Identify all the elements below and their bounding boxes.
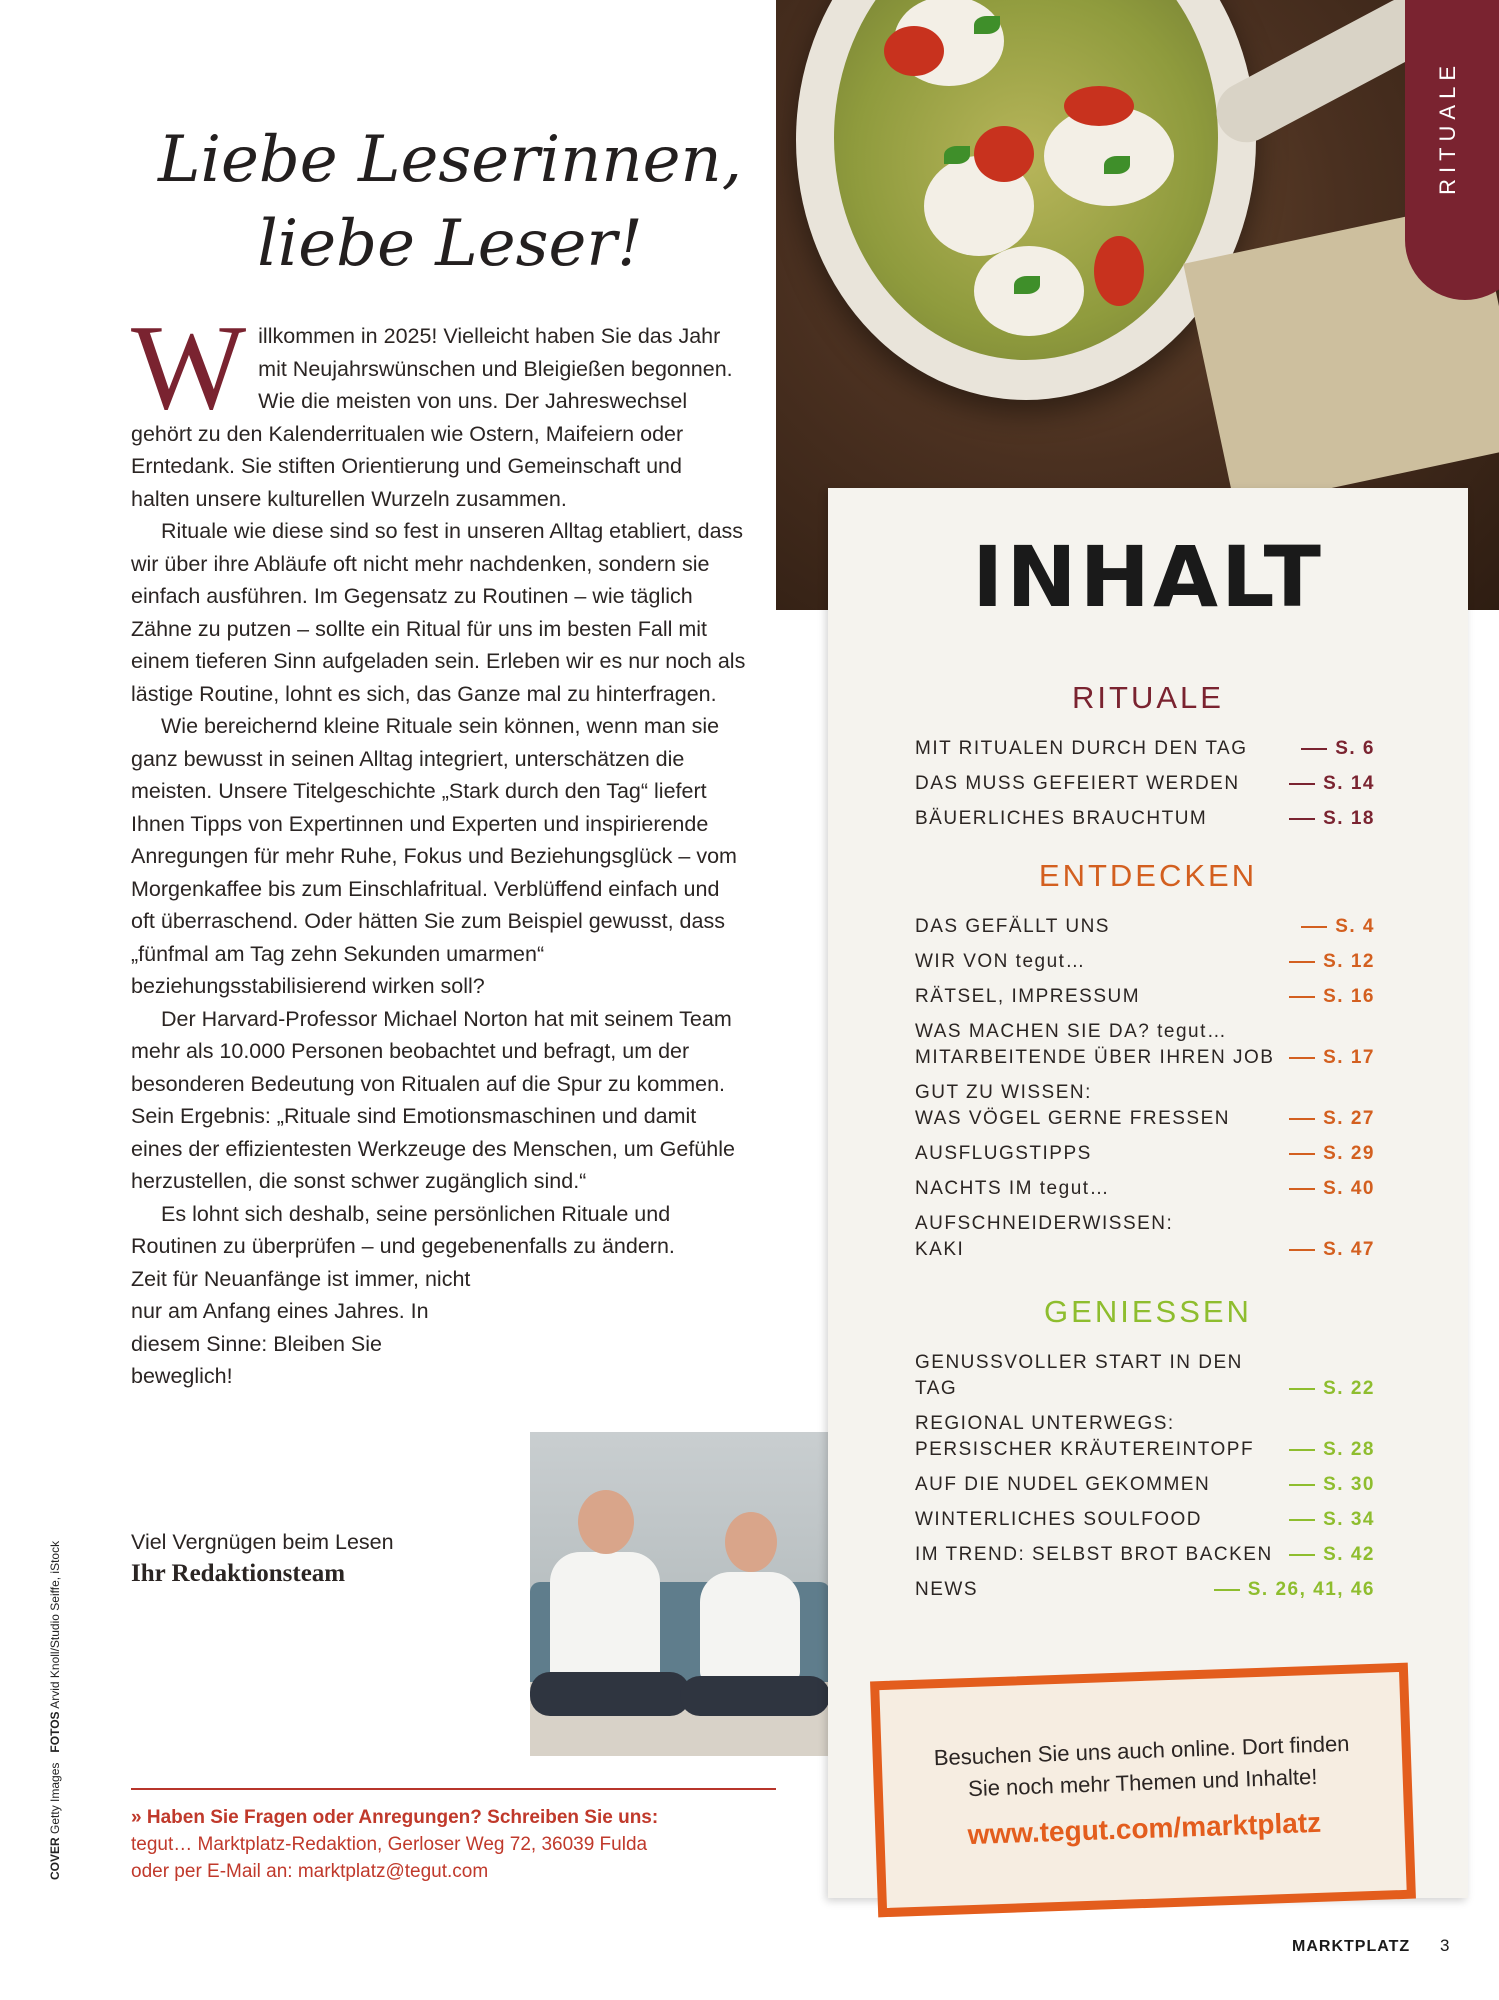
toc-entry[interactable]: AUFSCHNEIDERWISSEN: KAKI S. 47 [915, 1213, 1375, 1260]
paragraph-5a: Es lohnt sich deshalb, seine persönlichen Rituale und Routinen zu überprüfen – und gegebenenfalls zu ändern. [131, 1201, 675, 1258]
toc-entry[interactable]: NEWS S. 26, 41, 46 [915, 1579, 1375, 1600]
title-line-1: Liebe Leserinnen, [157, 123, 743, 197]
yoga-couple-photo [530, 1432, 830, 1756]
toc-entry[interactable]: IM TREND: SELBST BROT BACKEN S. 42 [915, 1544, 1375, 1565]
toc-list-rituale [915, 736, 1375, 832]
toc-entry[interactable]: DAS GEFÄLLT UNS S. 4 [915, 916, 1375, 937]
toc-entry[interactable]: WIR VON tegut… S. 12 [915, 951, 1375, 972]
paragraph-4: Der Harvard-Professor Michael Norton hat mit seinem Team mehr als 10.000 Personen beobachtet und befragt, um der besonderen Bedeutung von Ritualen auf die Spur zu kommen. Sein Ergebnis: „Rituale sind Emotionsmaschinen und damit eines der effizientesten Werkzeuge des Menschen, um Gefühle herzustellen, die sonst schwer zugänglich sind.“ [131, 1006, 735, 1193]
magazine-name: MARKTPLATZ [1292, 1938, 1411, 1955]
toc-entry[interactable]: MIT RITUALEN DURCH DEN TAG S. 6 [915, 738, 1375, 759]
editorial-letter [131, 300, 746, 1393]
toc-section-entdecken: ENTDECKEN [1038, 858, 1258, 893]
rituale-tab-label: RITUALE [1435, 60, 1460, 195]
photo-credits: COVER Getty Images FOTOS Arvid Knoll/Studio Seiffe, iStock [48, 1540, 62, 1880]
toc-list-entdecken [915, 914, 1375, 1263]
contact-info [131, 1788, 776, 1885]
page-title [130, 118, 770, 286]
toc-entry[interactable]: RÄTSEL, IMPRESSUM S. 16 [915, 986, 1375, 1007]
contact-email[interactable]: oder per E-Mail an: marktplatz@tegut.com [131, 1861, 489, 1882]
contact-address: tegut… Marktplatz-Redaktion, Gerloser Weg 72, 36039 Fulda [131, 1834, 648, 1855]
paragraph-5b: Zeit für Neuanfänge ist immer, nicht nur am Anfang eines Jahres. In diesem Sinne: Bleiben Sie beweglich! [131, 1266, 471, 1388]
toc-entry[interactable]: AUSFLUGSTIPPS S. 29 [915, 1143, 1375, 1164]
toc-entry[interactable]: BÄUERLICHES BRAUCHTUM S. 18 [915, 808, 1375, 829]
toc-entry[interactable]: NACHTS IM tegut… S. 40 [915, 1178, 1375, 1199]
contact-question: » Haben Sie Fragen oder Anregungen? Schreiben Sie uns: [131, 1807, 659, 1828]
toc-title: INHALT [972, 528, 1324, 626]
closing-line: Viel Vergnügen beim Lesen [131, 1530, 394, 1554]
paragraph-2: Rituale wie diese sind so fest in unseren Alltag etabliert, dass wir über ihre Abläufe oft nicht mehr nachdenken, sondern sie einfach ausführen. Im Gegensatz zu Routinen – wie täglich Zähne zu putzen – sollte ein Ritual für uns im besten Fall mit einem tieferen Sinn aufgeladen sein. Erleben wir es nur noch als lästige Routine, lohnt es sich, das Ganze mal zu hinterfragen. [131, 519, 746, 706]
page-number: 3 [1440, 1936, 1450, 1955]
signature: Ihr Redaktionsteam [131, 1560, 346, 1587]
rituale-section-tab [1405, 0, 1499, 300]
signature-block [131, 1526, 394, 1590]
toc-entry[interactable]: GENUSSVOLLER START IN DEN TAG S. 22 [915, 1352, 1375, 1399]
paragraph-1-text: illkommen in 2025! Vielleicht haben Sie das Jahr mit Neujahrswünschen und Bleigießen begonnen. Wie die meisten von uns. Der Jahreswechsel gehört zu den Kalenderritualen wie Ostern, Maifeiern oder Erntedank. Sie stiften Orientierung und Gemeinschaft und halten unsere kulturellen Wurzeln zusammen. [131, 324, 733, 511]
pan [796, 0, 1256, 400]
online-promo-box [870, 1663, 1416, 1918]
toc-entry[interactable]: REGIONAL UNTERWEGS: PERSISCHER KRÄUTEREINTOPF S. 28 [915, 1413, 1375, 1460]
paragraph-3: Wie bereichernd kleine Rituale sein können, wenn man sie ganz bewusst in seinen Alltag integriert, unterschätzen die meisten. Unsere Titelgeschichte „Stark durch den Tag“ liefert Ihnen Tipps von Expertinnen und Experten und inspirierende Anregungen für mehr Ruhe, Fokus und Beziehungsglück – vom Morgenkaffee bis zum Einschlafritual. Verblüffend einfach und oft überraschend. Oder hätten Sie zum Beispiel gewusst, dass „fünfmal am Tag zehn Sekunden umarmen“ beziehungsstabilisierend wirken soll? [131, 714, 737, 998]
drop-cap: W [131, 300, 247, 435]
toc-entry[interactable]: WINTERLICHES SOULFOOD S. 34 [915, 1509, 1375, 1530]
toc-entry[interactable]: AUF DIE NUDEL GEKOMMEN S. 30 [915, 1474, 1375, 1495]
toc-list-geniessen [915, 1350, 1375, 1603]
promo-text: Besuchen Sie uns auch online. Dort finden Sie noch mehr Themen und Inhalte! [933, 1730, 1350, 1802]
toc-entry[interactable]: WAS MACHEN SIE DA? tegut… MITARBEITENDE ÜBER IHREN JOB S. 17 [915, 1021, 1375, 1068]
paragraph-1 [131, 300, 746, 515]
toc-section-rituale: RITUALE [1072, 680, 1224, 715]
toc-entry[interactable]: GUT ZU WISSEN: WAS VÖGEL GERNE FRESSEN S. 27 [915, 1082, 1375, 1129]
promo-url-link[interactable]: www.tegut.com/marktplatz [967, 1806, 1322, 1851]
toc-entry[interactable]: DAS MUSS GEFEIERT WERDEN S. 14 [915, 773, 1375, 794]
title-line-2: liebe Leser! [257, 207, 643, 281]
toc-section-geniessen: GENIESSEN [1044, 1294, 1252, 1329]
